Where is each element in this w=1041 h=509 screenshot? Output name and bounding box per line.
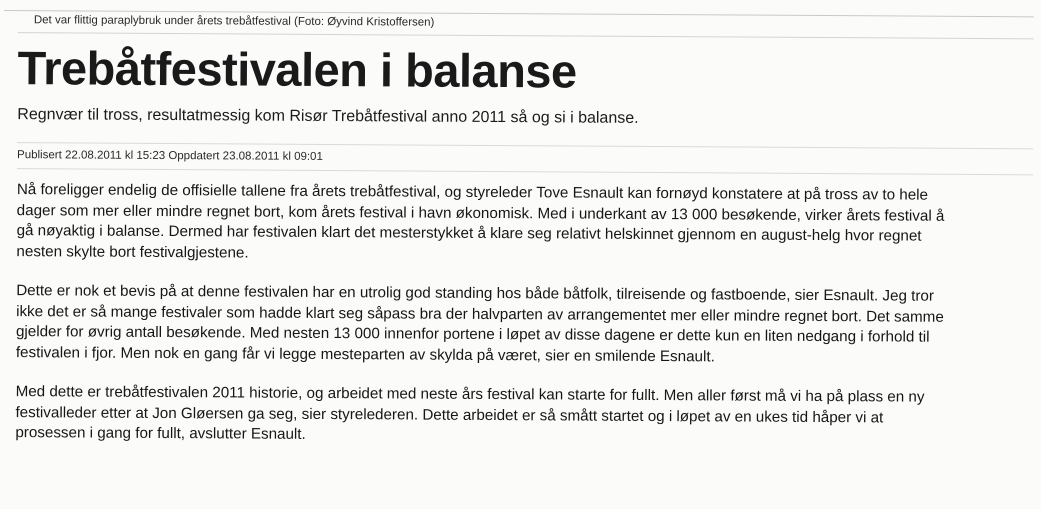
body-line: dager som mer eller mindre regnet bort, kom årets festival i havn økonomisk. Med i underkant av 13 000 besøkende, virker årets festival å (16, 201, 945, 225)
caption-divider (18, 32, 1034, 39)
meta-bottom-divider (17, 168, 1033, 175)
body-line: prosessen i gang for fullt, avslutter Esnault. (15, 424, 306, 443)
photo-caption: Det var flittig paraplybruk under årets trebåtfestival (Foto: Øyvind Kristoffersen) (33, 14, 435, 29)
body-paragraph (16, 281, 1016, 369)
body-line: Med dette er trebåtfestivalen 2011 historie, og arbeidet med neste års festival kan starte for fullt. Men aller først må vi ha på plass en ny (15, 383, 925, 406)
article-title: Trebåtfestivalen i balanse (17, 41, 577, 98)
article-lead: Regnvær til tross, resultatmessig kom Risør Trebåtfestival anno 2011 så og si i balanse. (17, 106, 639, 127)
body-line: Nå foreligger endelig de offisielle tallene fra årets trebåtfestival, og styreleder Tove Esnault kan fornøyd konstatere at på tross av to hele (16, 181, 929, 204)
body-line: ikke det er så mange festivaler som hadde klart seg såpass bra der halvparten av arrangementet mer eller mindre regnet bort. Det samme (16, 302, 944, 326)
meta-top-divider (17, 142, 1033, 149)
body-paragraph (15, 382, 1015, 450)
body-line: Dette er nok et bevis på at denne festivalen har en utrolig god standing hos både båtfolk, tilreisende og fastboende, sier Esnault. Jeg tror (16, 282, 935, 305)
body-paragraph (16, 180, 1016, 268)
body-line: gå nøyaktig i balanse. Dermed har festivalen klart det mesterstykket å klare seg relativt helskinnet gjennom en august-helg hvor regnet (16, 222, 922, 245)
publish-info: Publisert 22.08.2011 kl 15:23 Oppdatert 23.08.2011 kl 09:01 (17, 149, 323, 163)
body-line: gjelder for øvrig antall besøkende. Med nesten 13 000 innenfor portene i løpet av disse dagene er dette kun en liten nedgang i forhold til (15, 323, 930, 346)
body-line: nesten skylte bort festivalgjestene. (16, 242, 249, 262)
article-body (15, 180, 1017, 469)
body-line: festivalleder etter at Jon Gløersen ga seg, sier styrelederen. Dette arbeidet er så smått startet og i løpet av en ukes tid håper vi at (15, 403, 884, 426)
body-line: festivalen i fjor. Men nok en gang får vi legge mesteparten av skylda på været, sier en smilende Esnault. (15, 343, 715, 365)
